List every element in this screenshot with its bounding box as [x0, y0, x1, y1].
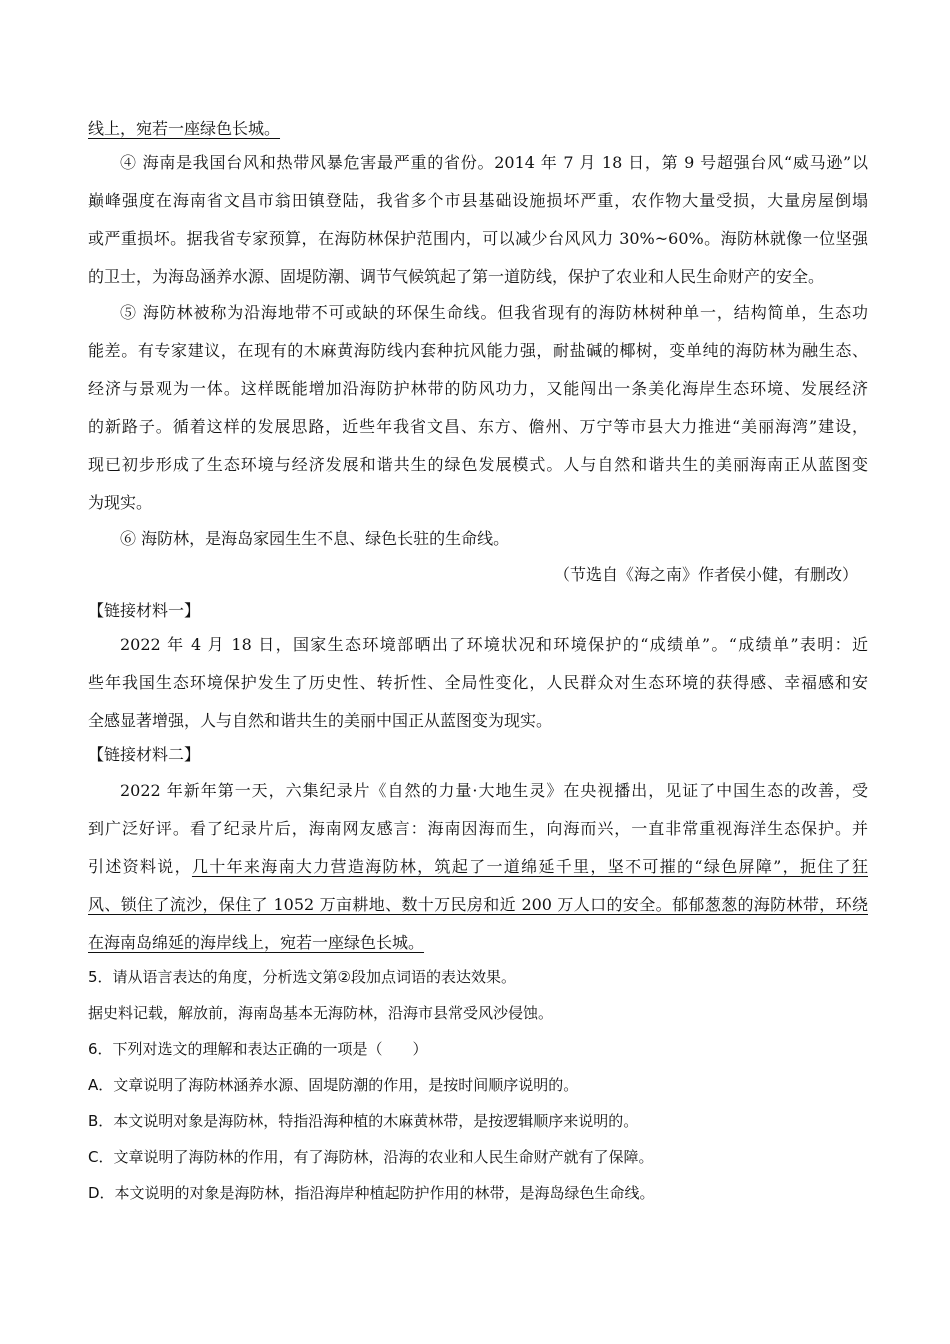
question6-option-c: C．文章说明了海防林的作用，有了海防林，沿海的农业和人民生命财产就有了保障。 [88, 1148, 654, 1166]
link2-line: 2022 年新年第一天，六集纪录片《自然的力量·大地生灵》在央视播出，见证了中国生态的改善，受 [120, 781, 868, 800]
paragraph6: ⑥ 海防林，是海岛家园生生不息、绿色长驻的生命线。 [120, 529, 510, 548]
link2-line5-text: 在海南岛绵延的海岸线上，宛若一座绿色长城。 [88, 933, 425, 952]
paragraph5-line: ⑤ 海防林被称为沿海地带不可或缺的环保生命线。但我省现有的海防林树种单一，结构简单，生态功 [120, 303, 868, 322]
link2-line3-underlined: 几十年来海南大力营造海防林，筑起了一道绵延千里，坚不可摧的“绿色屏障”，扼住了狂 [191, 857, 868, 876]
link2-line3-plain: 引述资料说， [88, 857, 192, 876]
question5-prompt: 5．请从语言表达的角度，分析选文第②段加点词语的表达效果。 [88, 968, 516, 986]
question5-sentence-before: 据史料记载，解放前，海南岛 [88, 1004, 284, 1022]
source-note: （节选自《海之南》作者侯小健，有删改） [553, 565, 858, 584]
paragraph4-line: 的卫士，为海岛涵养水源、固堤防潮、调节气候筑起了第一道防线，保护了农业和人民生命财产的安全。 [88, 267, 825, 286]
link2-line-underlined: 风、锁住了流沙，保住了 1052 万亩耕地、数十万民房和近 200 万人口的安全。郁郁葱葱的海防林带，环绕 [88, 895, 868, 914]
link1-line: 些年我国生态环境保护发生了历史性、转折性、全局性变化，人民群众对生态环境的获得感、幸福感和安 [88, 673, 868, 692]
link2-line: 到广泛好评。看了纪录片后，海南网友感言：海南因海而生，向海而兴，一直非常重视海洋生态保护。并 [88, 819, 868, 838]
link2-line-underlined [88, 932, 868, 954]
question6-option-a: A．文章说明了海防林涵养水源、固堤防潮的作用，是按时间顺序说明的。 [88, 1076, 579, 1094]
question5-sentence-after: 无海防林，沿海市县常受风沙侵蚀。 [313, 1004, 554, 1022]
question6-option-b: B．本文说明对象是海防林，特指沿海种植的木麻黄林带，是按逻辑顺序来说明的。 [88, 1112, 639, 1130]
question5-sentence [88, 1002, 868, 1024]
dotted-word-char: 基 [283, 1004, 299, 1022]
link1-line: 2022 年 4 月 18 日，国家生态环境部晒出了环境状况和环境保护的“成绩单”。“成绩单”表明：近 [120, 635, 868, 654]
paragraph5-line: 经济与景观为一体。这样既能增加沿海防护林带的防风功力，又能闯出一条美化海岸生态环境、发展经济 [88, 379, 868, 398]
link1-line: 全感显著增强，人与自然和谐共生的美丽中国正从蓝图变为现实。 [88, 711, 553, 730]
question6-option-d: D．本文说明的对象是海防林，指沿海岸种植起防护作用的林带，是海岛绿色生命线。 [88, 1184, 655, 1202]
paragraph5-line: 现已初步形成了生态环境与经济发展和谐共生的绿色发展模式。人与自然和谐共生的美丽海南正从蓝图变 [88, 455, 868, 474]
link1-heading: 【链接材料一】 [88, 601, 201, 620]
paragraph5-line: 为现实。 [88, 493, 153, 512]
paragraph4-line: 巅峰强度在海南省文昌市翁田镇登陆，我省多个市县基础设施损坏严重，农作物大量受损，大量房屋倒塌 [88, 191, 868, 210]
paragraph3-tail: 线上，宛若一座绿色长城。 [88, 119, 281, 138]
link2-heading: 【链接材料二】 [88, 745, 201, 764]
question6-prompt: 6．下列对选文的理解和表达正确的一项是（ ） [88, 1040, 428, 1058]
paragraph4-line: ④ 海南是我国台风和热带风暴危害最严重的省份。2014 年 7 月 18 日，第 9 号超强台风“威马逊”以 [120, 153, 868, 172]
paragraph5-line: 的新路子。循着这样的发展思路，近些年我省文昌、东方、儋州、万宁等市县大力推进“美丽海湾”建设， [88, 417, 868, 436]
paragraph5-line: 能差。有专家建议，在现有的木麻黄海防线内套种抗风能力强，耐盐碱的椰树，变单纯的海防林为融生态、 [88, 341, 868, 360]
link2-line [88, 856, 868, 878]
paragraph4-line: 或严重损坏。据我省专家预算，在海防林保护范围内，可以减少台风风力 30%~60%。海防林就像一位坚强 [88, 229, 868, 248]
dotted-word-char: 本 [298, 1004, 314, 1022]
